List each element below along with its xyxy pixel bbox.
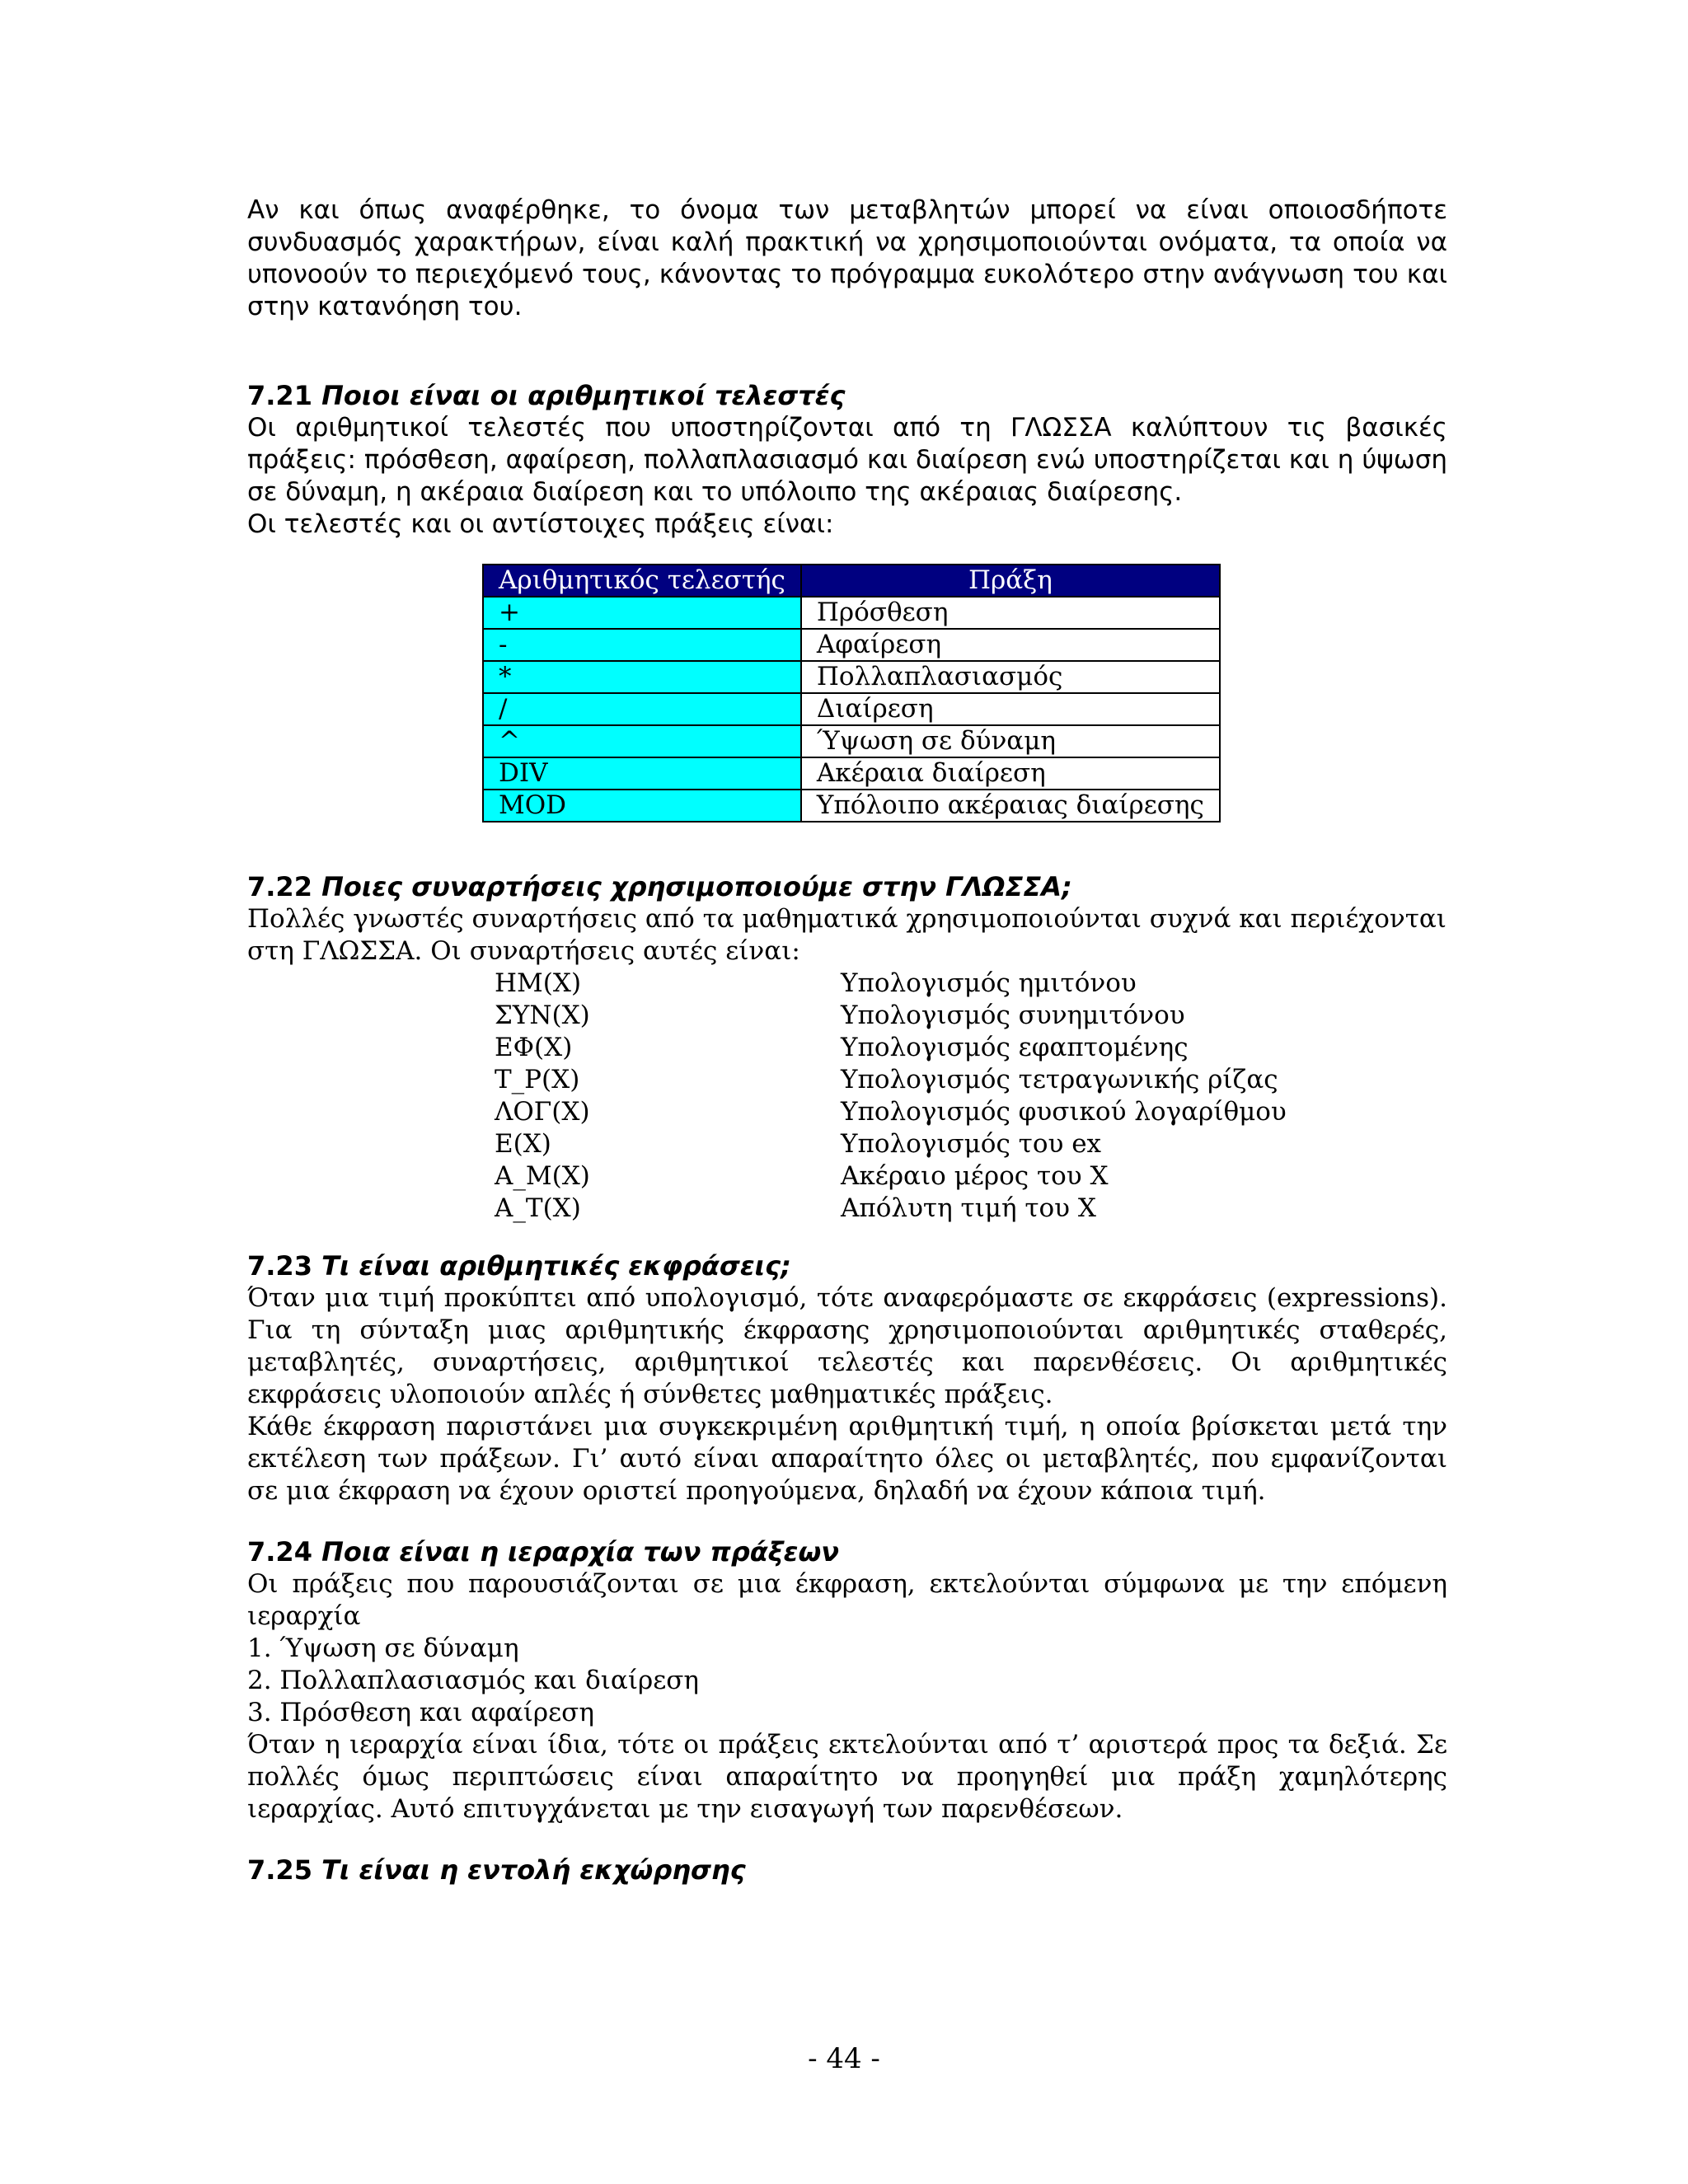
list-item: [495, 1000, 1447, 1032]
action-cell: Αφαίρεση: [801, 629, 1220, 661]
table-row: [483, 693, 1220, 725]
operator-cell: ^: [483, 725, 801, 757]
operator-cell: *: [483, 661, 801, 693]
section-title: Ποια είναι η ιεραρχία των πράξεων: [321, 1536, 840, 1568]
list-item: 1. Ύψωση σε δύναμη: [247, 1633, 519, 1663]
function-name: Α_Τ(Χ): [495, 1193, 581, 1223]
list-item: 3. Πρόσθεση και αφαίρεση: [247, 1698, 594, 1727]
section-title: Ποιοι είναι οι αριθμητικοί τελεστές: [321, 380, 846, 411]
paragraph: Όταν μια τιμή προκύπτει από υπολογισμό, τότε αναφερόμαστε σε εκφράσεις (expressions). Για τη σύνταξη μιας αριθμητικής έκφρασης χρησιμοποιούνται αριθμητικές σταθερές, μεταβλητές, συναρτήσεις, αριθμητικοί τελεστές και παρενθέσεις. Οι αριθμητικές εκφράσεις υλοποιούν απλές ή σύνθετες μαθηματικές πράξεις.: [247, 1283, 1447, 1409]
list-item: [495, 1193, 1447, 1225]
table-header-row: [483, 565, 1220, 597]
action-cell: Πολλαπλασιασμός: [801, 661, 1220, 693]
list-item: [495, 1160, 1447, 1193]
table-row: [483, 790, 1220, 822]
function-description: Ακέραιο μέρος του Χ: [841, 1161, 1109, 1191]
section-title: Τι είναι η εντολή εκχώρησης: [321, 1854, 746, 1886]
list-item: [495, 1128, 1447, 1160]
function-name: ΗΜ(Χ): [495, 968, 582, 998]
list-item: [495, 1064, 1447, 1096]
function-description: Υπολογισμός εφαπτομένης: [841, 1033, 1189, 1062]
function-description: Απόλυτη τιμή του Χ: [841, 1193, 1096, 1223]
table-row: [483, 725, 1220, 757]
action-cell: Πρόσθεση: [801, 597, 1220, 629]
section-number: 7.24: [247, 1536, 312, 1568]
operator-cell: -: [483, 629, 801, 661]
paragraph: Πολλές γνωστές συναρτήσεις από τα μαθηματικά χρησιμοποιούνται συχνά και περιέχονται στη ΓΛΩΣΣΑ. Οι συναρτήσεις αυτές είναι:: [247, 904, 1447, 966]
operators-table: [482, 564, 1221, 823]
operator-cell: +: [483, 597, 801, 629]
section-number: 7.23: [247, 1250, 312, 1282]
function-name: ΣΥΝ(Χ): [495, 1001, 590, 1030]
document-page: [247, 194, 1447, 1886]
function-name: Τ_Ρ(Χ): [495, 1065, 580, 1094]
paragraph: Οι πράξεις που παρουσιάζονται σε μια έκφραση, εκτελούνται σύμφωνα με την επόμενη ιεραρχία: [247, 1569, 1447, 1631]
paragraph: Οι τελεστές και οι αντίστοιχες πράξεις είναι:: [247, 509, 834, 539]
paragraph: Όταν η ιεραρχία είναι ίδια, τότε οι πράξεις εκτελούνται από τ’ αριστερά προς τα δεξιά. Σε πολλές όμως περιπτώσεις είναι απαραίτητο να προηγηθεί μια πράξη χαμηλότερης ιεραρχίας. Αυτό επιτυγχάνεται με την εισαγωγή των παρενθέσεων.: [247, 1730, 1447, 1824]
section-title: Ποιες συναρτήσεις χρησιμοποιούμε στην ΓΛΩΣΣΑ;: [321, 871, 1072, 902]
paragraph: Κάθε έκφραση παριστάνει μια συγκεκριμένη αριθμητική τιμή, η οποία βρίσκεται μετά την εκτέλεση των πράξεων. Γι’ αυτό είναι απαραίτητο όλες οι μεταβλητές, που εμφανίζονται σε μια έκφραση να έχουν οριστεί προηγούμενα, δηλαδή να έχουν κάποια τιμή.: [247, 1412, 1447, 1506]
intro-paragraph: Αν και όπως αναφέρθηκε, το όνομα των μεταβλητών μπορεί να είναι οποιοσδήποτε συνδυασμός χαρακτήρων, είναι καλή πρακτική να χρησιμοποιούνται ονόματα, τα οποία να υπονοούν το περιεχόμενό τους, κάνοντας το πρόγραμμα ευκολότερο στην ανάγνωση του και στην κατανόηση του.: [247, 195, 1447, 321]
function-name: Ε(Χ): [495, 1129, 551, 1159]
section-heading-7-25: [247, 1854, 1447, 1886]
function-description: Υπολογισμός συνημιτόνου: [841, 1001, 1185, 1030]
list-item: [495, 1032, 1447, 1064]
table-row: [483, 597, 1220, 629]
action-cell: Ύψωση σε δύναμη: [801, 725, 1220, 757]
section-number: 7.21: [247, 380, 312, 411]
action-cell: Διαίρεση: [801, 693, 1220, 725]
function-description: Υπολογισμός φυσικού λογαρίθμου: [841, 1097, 1287, 1127]
operator-cell: MOD: [483, 790, 801, 822]
table-row: [483, 629, 1220, 661]
paragraph: Οι αριθμητικοί τελεστές που υποστηρίζονται από τη ΓΛΩΣΣΑ καλύπτουν τις βασικές πράξεις: πρόσθεση, αφαίρεση, πολλαπλασιασμό και διαίρεση ενώ υποστηρίζεται και η ύψωση σε δύναμη, η ακέραια διαίρεση και το υπόλοιπο της ακέραιας διαίρεσης.: [247, 413, 1447, 507]
list-item: [495, 968, 1447, 1000]
table-row: [483, 661, 1220, 693]
table-row: [483, 757, 1220, 790]
action-cell: Υπόλοιπο ακέραιας διαίρεσης: [801, 790, 1220, 822]
header-operator: Αριθμητικός τελεστής: [483, 565, 801, 597]
function-description: Υπολογισμός τετραγωνικής ρίζας: [841, 1065, 1278, 1094]
section-number: 7.22: [247, 871, 312, 902]
list-item: [495, 1096, 1447, 1128]
section-title: Τι είναι αριθμητικές εκφράσεις;: [321, 1250, 791, 1282]
section-heading-7-23: [247, 1249, 1447, 1282]
function-description: Υπολογισμός ημιτόνου: [841, 968, 1137, 998]
operator-cell: DIV: [483, 757, 801, 790]
section-heading-7-24: [247, 1535, 1447, 1568]
section-number: 7.25: [247, 1854, 312, 1886]
function-name: ΕΦ(Χ): [495, 1033, 573, 1062]
section-heading-7-22: [247, 870, 1447, 903]
section-heading-7-21: [247, 379, 1447, 412]
operator-cell: /: [483, 693, 801, 725]
header-action: Πράξη: [801, 565, 1220, 597]
function-description: Υπολογισμός του ex: [841, 1129, 1102, 1159]
function-name: Α_Μ(Χ): [495, 1161, 590, 1191]
list-item: 2. Πολλαπλασιασμός και διαίρεση: [247, 1666, 699, 1695]
page-number: - 44 -: [808, 2042, 880, 2075]
functions-list: [495, 968, 1447, 1225]
action-cell: Ακέραια διαίρεση: [801, 757, 1220, 790]
function-name: ΛΟΓ(Χ): [495, 1097, 590, 1127]
